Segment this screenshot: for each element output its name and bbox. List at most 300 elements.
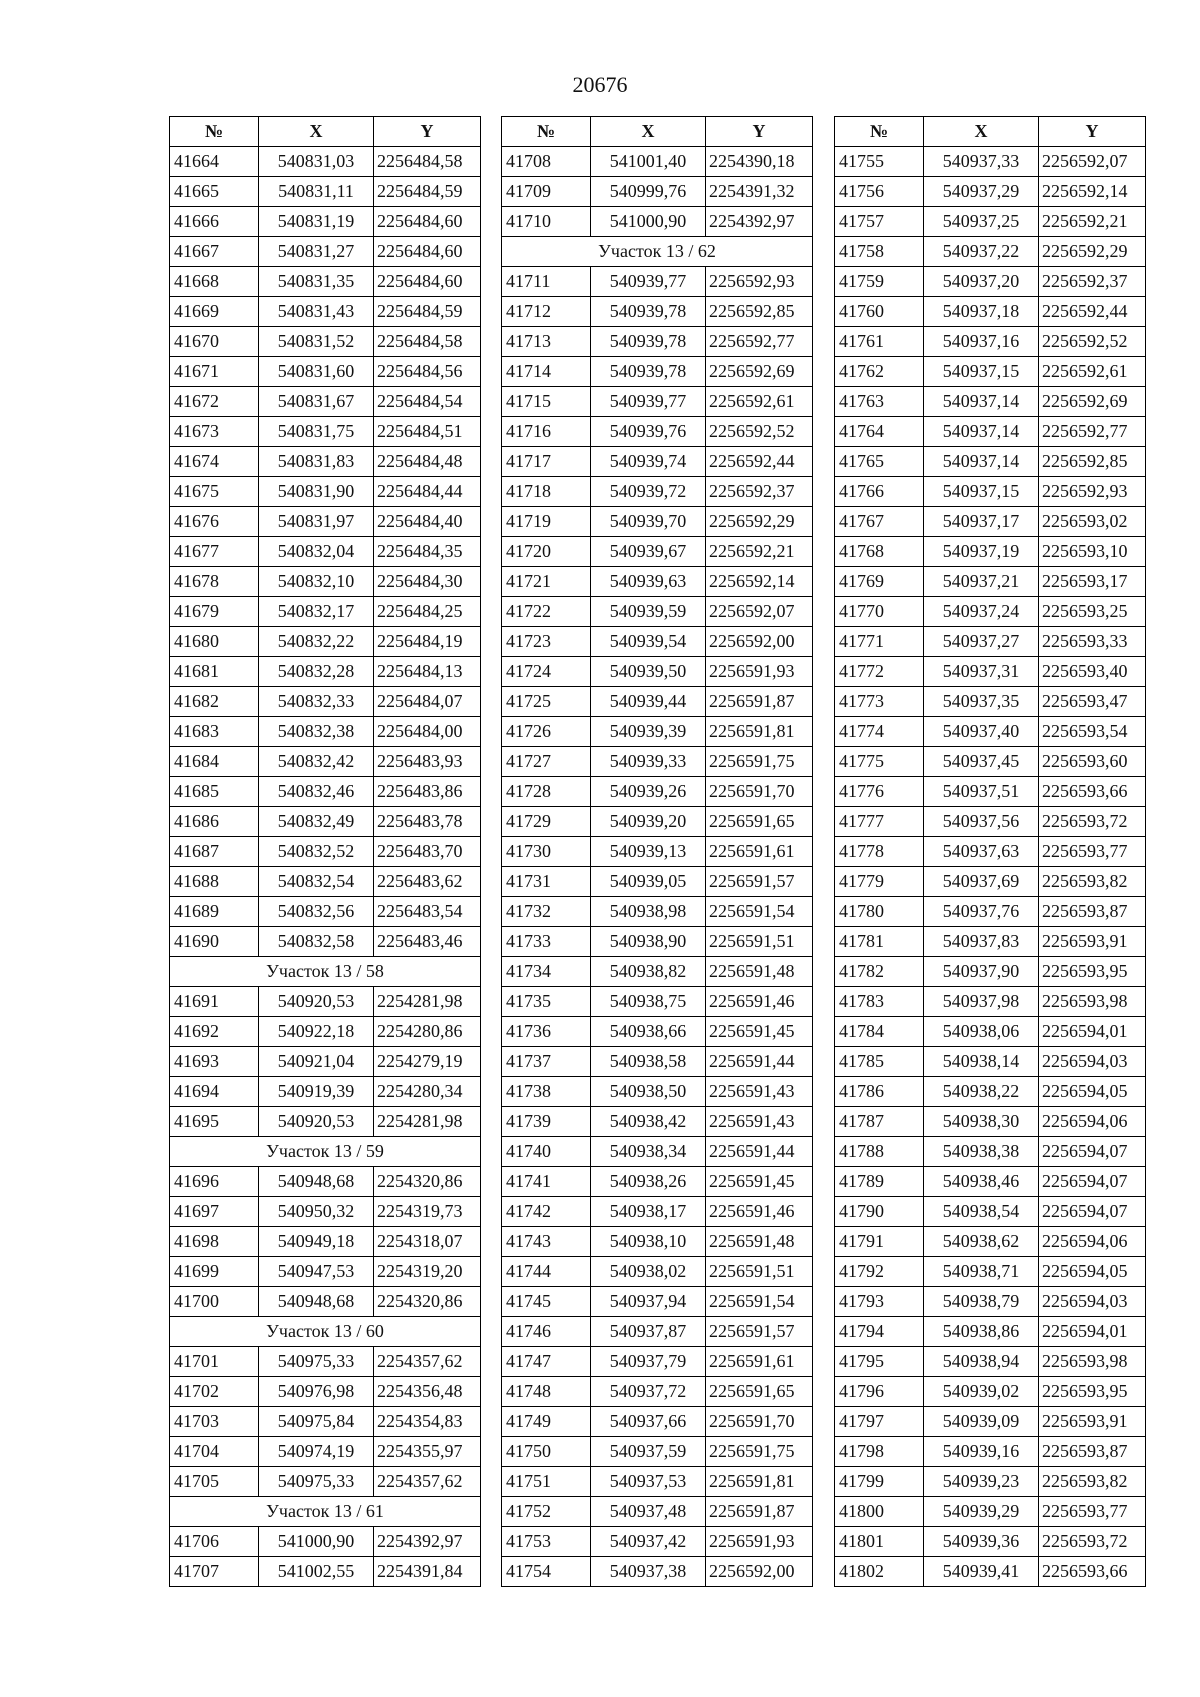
x-coordinate-cell: 540922,18	[259, 1017, 374, 1047]
point-number-cell: 41769	[835, 567, 924, 597]
table-row	[502, 207, 813, 237]
x-coordinate-cell: 540832,33	[259, 687, 374, 717]
point-number-cell: 41719	[502, 507, 591, 537]
point-number-cell: 41666	[170, 207, 259, 237]
point-number-cell: 41740	[502, 1137, 591, 1167]
x-coordinate-cell: 540937,45	[924, 747, 1039, 777]
y-coordinate-cell: 2256591,43	[706, 1077, 813, 1107]
x-coordinate-cell: 540939,72	[591, 477, 706, 507]
point-number-cell: 41752	[502, 1497, 591, 1527]
table-row	[170, 357, 481, 387]
table-row	[502, 447, 813, 477]
table-row	[502, 837, 813, 867]
y-coordinate-cell: 2256594,01	[1039, 1317, 1146, 1347]
x-coordinate-cell: 541002,55	[259, 1557, 374, 1587]
point-number-cell: 41713	[502, 327, 591, 357]
y-coordinate-cell: 2256591,51	[706, 927, 813, 957]
point-number-cell: 41757	[835, 207, 924, 237]
y-coordinate-cell: 2256591,81	[706, 1467, 813, 1497]
x-coordinate-cell: 540832,22	[259, 627, 374, 657]
y-coordinate-cell: 2256591,93	[706, 657, 813, 687]
point-number-cell: 41737	[502, 1047, 591, 1077]
point-number-cell: 41693	[170, 1047, 259, 1077]
coordinates-table-2	[501, 116, 813, 1587]
x-coordinate-cell: 540831,43	[259, 297, 374, 327]
x-coordinate-cell: 540832,58	[259, 927, 374, 957]
x-coordinate-cell: 540938,02	[591, 1257, 706, 1287]
x-coordinate-cell: 540832,42	[259, 747, 374, 777]
point-number-cell: 41669	[170, 297, 259, 327]
x-coordinate-cell: 540937,83	[924, 927, 1039, 957]
header-number: №	[502, 117, 591, 147]
y-coordinate-cell: 2254354,83	[374, 1407, 481, 1437]
x-coordinate-cell: 540937,56	[924, 807, 1039, 837]
point-number-cell: 41790	[835, 1197, 924, 1227]
table-row	[835, 147, 1146, 177]
point-number-cell: 41687	[170, 837, 259, 867]
table-row	[835, 1377, 1146, 1407]
x-coordinate-cell: 540938,94	[924, 1347, 1039, 1377]
section-header-row	[502, 237, 813, 267]
y-coordinate-cell: 2256591,61	[706, 1347, 813, 1377]
point-number-cell: 41773	[835, 687, 924, 717]
point-number-cell: 41706	[170, 1527, 259, 1557]
table-row	[835, 927, 1146, 957]
point-number-cell: 41795	[835, 1347, 924, 1377]
table-row	[170, 1077, 481, 1107]
table-row	[835, 447, 1146, 477]
y-coordinate-cell: 2256484,60	[374, 237, 481, 267]
y-coordinate-cell: 2256591,70	[706, 777, 813, 807]
y-coordinate-cell: 2256591,57	[706, 867, 813, 897]
table-row	[502, 807, 813, 837]
y-coordinate-cell: 2254355,97	[374, 1437, 481, 1467]
header-number: №	[170, 117, 259, 147]
table-row	[502, 1407, 813, 1437]
y-coordinate-cell: 2256593,54	[1039, 717, 1146, 747]
x-coordinate-cell: 540921,04	[259, 1047, 374, 1077]
section-title: Участок 13 / 58	[170, 957, 481, 987]
y-coordinate-cell: 2256591,54	[706, 897, 813, 927]
y-coordinate-cell: 2256484,51	[374, 417, 481, 447]
x-coordinate-cell: 540938,50	[591, 1077, 706, 1107]
x-coordinate-cell: 540939,36	[924, 1527, 1039, 1557]
y-coordinate-cell: 2256593,87	[1039, 1437, 1146, 1467]
y-coordinate-cell: 2254320,86	[374, 1287, 481, 1317]
point-number-cell: 41679	[170, 597, 259, 627]
point-number-cell: 41792	[835, 1257, 924, 1287]
x-coordinate-cell: 540937,51	[924, 777, 1039, 807]
x-coordinate-cell: 541001,40	[591, 147, 706, 177]
point-number-cell: 41728	[502, 777, 591, 807]
y-coordinate-cell: 2256593,91	[1039, 927, 1146, 957]
y-coordinate-cell: 2256483,54	[374, 897, 481, 927]
point-number-cell: 41742	[502, 1197, 591, 1227]
point-number-cell: 41751	[502, 1467, 591, 1497]
y-coordinate-cell: 2256592,93	[706, 267, 813, 297]
y-coordinate-cell: 2254281,98	[374, 1107, 481, 1137]
y-coordinate-cell: 2256594,03	[1039, 1047, 1146, 1077]
point-number-cell: 41671	[170, 357, 259, 387]
point-number-cell: 41681	[170, 657, 259, 687]
y-coordinate-cell: 2256592,37	[1039, 267, 1146, 297]
point-number-cell: 41691	[170, 987, 259, 1017]
point-number-cell: 41722	[502, 597, 591, 627]
x-coordinate-cell: 540937,31	[924, 657, 1039, 687]
point-number-cell: 41746	[502, 1317, 591, 1347]
table-row	[835, 1557, 1146, 1587]
x-coordinate-cell: 540831,75	[259, 417, 374, 447]
x-coordinate-cell: 540920,53	[259, 987, 374, 1017]
point-number-cell: 41774	[835, 717, 924, 747]
y-coordinate-cell: 2256591,51	[706, 1257, 813, 1287]
x-coordinate-cell: 540938,46	[924, 1167, 1039, 1197]
point-number-cell: 41767	[835, 507, 924, 537]
x-coordinate-cell: 540937,79	[591, 1347, 706, 1377]
y-coordinate-cell: 2256593,91	[1039, 1407, 1146, 1437]
x-coordinate-cell: 540939,16	[924, 1437, 1039, 1467]
table-row	[835, 1107, 1146, 1137]
y-coordinate-cell: 2256593,77	[1039, 1497, 1146, 1527]
table-row	[170, 717, 481, 747]
table-row	[835, 207, 1146, 237]
table-row	[502, 777, 813, 807]
x-coordinate-cell: 540831,52	[259, 327, 374, 357]
x-coordinate-cell: 540831,97	[259, 507, 374, 537]
y-coordinate-cell: 2256592,44	[706, 447, 813, 477]
y-coordinate-cell: 2256593,02	[1039, 507, 1146, 537]
x-coordinate-cell: 540938,14	[924, 1047, 1039, 1077]
table-row	[502, 627, 813, 657]
table-row	[835, 267, 1146, 297]
point-number-cell: 41676	[170, 507, 259, 537]
section-title: Участок 13 / 61	[170, 1497, 481, 1527]
table-row	[170, 207, 481, 237]
point-number-cell: 41698	[170, 1227, 259, 1257]
x-coordinate-cell: 540937,94	[591, 1287, 706, 1317]
table-row	[835, 687, 1146, 717]
table-row	[835, 1347, 1146, 1377]
point-number-cell: 41768	[835, 537, 924, 567]
x-coordinate-cell: 540975,33	[259, 1467, 374, 1497]
table-row	[835, 987, 1146, 1017]
point-number-cell: 41763	[835, 387, 924, 417]
y-coordinate-cell: 2256592,69	[1039, 387, 1146, 417]
x-coordinate-cell: 540832,17	[259, 597, 374, 627]
y-coordinate-cell: 2256593,60	[1039, 747, 1146, 777]
point-number-cell: 41736	[502, 1017, 591, 1047]
table-row	[835, 1167, 1146, 1197]
table-row	[170, 987, 481, 1017]
x-coordinate-cell: 540938,22	[924, 1077, 1039, 1107]
x-coordinate-cell: 540831,27	[259, 237, 374, 267]
point-number-cell: 41777	[835, 807, 924, 837]
x-coordinate-cell: 540937,20	[924, 267, 1039, 297]
point-number-cell: 41749	[502, 1407, 591, 1437]
y-coordinate-cell: 2254280,34	[374, 1077, 481, 1107]
point-number-cell: 41783	[835, 987, 924, 1017]
y-coordinate-cell: 2256594,01	[1039, 1017, 1146, 1047]
table-row	[170, 687, 481, 717]
point-number-cell: 41750	[502, 1437, 591, 1467]
point-number-cell: 41729	[502, 807, 591, 837]
point-number-cell: 41754	[502, 1557, 591, 1587]
x-coordinate-cell: 540939,67	[591, 537, 706, 567]
table-row	[502, 1257, 813, 1287]
y-coordinate-cell: 2256484,56	[374, 357, 481, 387]
table-row	[502, 1137, 813, 1167]
x-coordinate-cell: 540939,09	[924, 1407, 1039, 1437]
section-header-row	[170, 1137, 481, 1167]
y-coordinate-cell: 2256593,87	[1039, 897, 1146, 927]
table-row	[835, 627, 1146, 657]
x-coordinate-cell: 540939,63	[591, 567, 706, 597]
x-coordinate-cell: 540937,72	[591, 1377, 706, 1407]
section-title: Участок 13 / 62	[502, 237, 813, 267]
point-number-cell: 41726	[502, 717, 591, 747]
y-coordinate-cell: 2256484,59	[374, 177, 481, 207]
y-coordinate-cell: 2256594,07	[1039, 1167, 1146, 1197]
table-row	[170, 657, 481, 687]
y-coordinate-cell: 2254320,86	[374, 1167, 481, 1197]
x-coordinate-cell: 540831,03	[259, 147, 374, 177]
x-coordinate-cell: 540831,35	[259, 267, 374, 297]
x-coordinate-cell: 540939,05	[591, 867, 706, 897]
y-coordinate-cell: 2256592,77	[706, 327, 813, 357]
y-coordinate-cell: 2256484,19	[374, 627, 481, 657]
point-number-cell: 41690	[170, 927, 259, 957]
y-coordinate-cell: 2256483,70	[374, 837, 481, 867]
point-number-cell: 41725	[502, 687, 591, 717]
y-coordinate-cell: 2256592,52	[706, 417, 813, 447]
y-coordinate-cell: 2256592,21	[706, 537, 813, 567]
y-coordinate-cell: 2256484,30	[374, 567, 481, 597]
point-number-cell: 41716	[502, 417, 591, 447]
coordinates-table-3	[834, 116, 1146, 1587]
point-number-cell: 41762	[835, 357, 924, 387]
y-coordinate-cell: 2254391,84	[374, 1557, 481, 1587]
table-row	[170, 1527, 481, 1557]
table-row	[835, 1497, 1146, 1527]
table-row	[170, 1557, 481, 1587]
table-row	[502, 297, 813, 327]
point-number-cell: 41765	[835, 447, 924, 477]
table-row	[502, 147, 813, 177]
table-row	[502, 1017, 813, 1047]
point-number-cell: 41670	[170, 327, 259, 357]
table-row	[502, 1317, 813, 1347]
y-coordinate-cell: 2256593,72	[1039, 807, 1146, 837]
x-coordinate-cell: 540920,53	[259, 1107, 374, 1137]
table-row	[170, 927, 481, 957]
x-coordinate-cell: 540831,67	[259, 387, 374, 417]
point-number-cell: 41724	[502, 657, 591, 687]
x-coordinate-cell: 540832,56	[259, 897, 374, 927]
table-row	[502, 177, 813, 207]
y-coordinate-cell: 2256592,07	[706, 597, 813, 627]
point-number-cell: 41785	[835, 1047, 924, 1077]
x-coordinate-cell: 540939,41	[924, 1557, 1039, 1587]
point-number-cell: 41747	[502, 1347, 591, 1377]
table-row	[835, 1287, 1146, 1317]
y-coordinate-cell: 2254392,97	[374, 1527, 481, 1557]
point-number-cell: 41674	[170, 447, 259, 477]
x-coordinate-cell: 540831,19	[259, 207, 374, 237]
x-coordinate-cell: 540937,48	[591, 1497, 706, 1527]
point-number-cell: 41802	[835, 1557, 924, 1587]
table-row	[835, 327, 1146, 357]
y-coordinate-cell: 2254356,48	[374, 1377, 481, 1407]
y-coordinate-cell: 2256592,14	[706, 567, 813, 597]
y-coordinate-cell: 2256594,06	[1039, 1227, 1146, 1257]
point-number-cell: 41672	[170, 387, 259, 417]
x-coordinate-cell: 540999,76	[591, 177, 706, 207]
table-row	[835, 477, 1146, 507]
x-coordinate-cell: 540937,33	[924, 147, 1039, 177]
point-number-cell: 41682	[170, 687, 259, 717]
table-row	[170, 1437, 481, 1467]
table-row	[502, 1497, 813, 1527]
x-coordinate-cell: 540938,58	[591, 1047, 706, 1077]
point-number-cell: 41696	[170, 1167, 259, 1197]
table-row	[835, 807, 1146, 837]
y-coordinate-cell: 2256594,05	[1039, 1257, 1146, 1287]
point-number-cell: 41683	[170, 717, 259, 747]
y-coordinate-cell: 2256592,93	[1039, 477, 1146, 507]
x-coordinate-cell: 540832,49	[259, 807, 374, 837]
point-number-cell: 41743	[502, 1227, 591, 1257]
table-row	[835, 1317, 1146, 1347]
y-coordinate-cell: 2256593,98	[1039, 987, 1146, 1017]
point-number-cell: 41756	[835, 177, 924, 207]
x-coordinate-cell: 540832,10	[259, 567, 374, 597]
x-coordinate-cell: 540832,52	[259, 837, 374, 867]
table-row	[170, 417, 481, 447]
point-number-cell: 41781	[835, 927, 924, 957]
point-number-cell: 41707	[170, 1557, 259, 1587]
point-number-cell: 41778	[835, 837, 924, 867]
table-row	[502, 327, 813, 357]
y-coordinate-cell: 2256484,25	[374, 597, 481, 627]
point-number-cell: 41675	[170, 477, 259, 507]
table-header-row	[835, 117, 1146, 147]
point-number-cell: 41753	[502, 1527, 591, 1557]
y-coordinate-cell: 2256593,72	[1039, 1527, 1146, 1557]
y-coordinate-cell: 2256592,00	[706, 1557, 813, 1587]
page-number: 20676	[572, 72, 628, 97]
y-coordinate-cell: 2256594,03	[1039, 1287, 1146, 1317]
section-header-row	[170, 1317, 481, 1347]
x-coordinate-cell: 540949,18	[259, 1227, 374, 1257]
table-row	[835, 357, 1146, 387]
section-title: Участок 13 / 60	[170, 1317, 481, 1347]
x-coordinate-cell: 540938,30	[924, 1107, 1039, 1137]
y-coordinate-cell: 2256484,35	[374, 537, 481, 567]
section-header-row	[170, 957, 481, 987]
table-row	[502, 1107, 813, 1137]
table-row	[835, 1257, 1146, 1287]
y-coordinate-cell: 2256593,98	[1039, 1347, 1146, 1377]
point-number-cell: 41759	[835, 267, 924, 297]
point-number-cell: 41688	[170, 867, 259, 897]
x-coordinate-cell: 540937,98	[924, 987, 1039, 1017]
x-coordinate-cell: 540939,44	[591, 687, 706, 717]
y-coordinate-cell: 2254280,86	[374, 1017, 481, 1047]
x-coordinate-cell: 540937,59	[591, 1437, 706, 1467]
section-title: Участок 13 / 59	[170, 1137, 481, 1167]
point-number-cell: 41680	[170, 627, 259, 657]
y-coordinate-cell: 2254390,18	[706, 147, 813, 177]
point-number-cell: 41685	[170, 777, 259, 807]
x-coordinate-cell: 540831,11	[259, 177, 374, 207]
y-coordinate-cell: 2256591,57	[706, 1317, 813, 1347]
point-number-cell: 41665	[170, 177, 259, 207]
point-number-cell: 41715	[502, 387, 591, 417]
header-x: X	[924, 117, 1039, 147]
point-number-cell: 41701	[170, 1347, 259, 1377]
point-number-cell: 41667	[170, 237, 259, 267]
x-coordinate-cell: 540937,76	[924, 897, 1039, 927]
table-row	[502, 1557, 813, 1587]
y-coordinate-cell: 2256484,60	[374, 207, 481, 237]
x-coordinate-cell: 540976,98	[259, 1377, 374, 1407]
y-coordinate-cell: 2256593,40	[1039, 657, 1146, 687]
x-coordinate-cell: 540939,29	[924, 1497, 1039, 1527]
point-number-cell: 41786	[835, 1077, 924, 1107]
y-coordinate-cell: 2256591,65	[706, 807, 813, 837]
table-row	[835, 1227, 1146, 1257]
table-row	[502, 867, 813, 897]
point-number-cell: 41780	[835, 897, 924, 927]
x-coordinate-cell: 540939,76	[591, 417, 706, 447]
point-number-cell: 41796	[835, 1377, 924, 1407]
table-row	[170, 1257, 481, 1287]
table-row	[502, 1287, 813, 1317]
y-coordinate-cell: 2256592,37	[706, 477, 813, 507]
y-coordinate-cell: 2254357,62	[374, 1347, 481, 1377]
table-row	[502, 567, 813, 597]
x-coordinate-cell: 540937,14	[924, 447, 1039, 477]
point-number-cell: 41723	[502, 627, 591, 657]
table-row	[502, 1377, 813, 1407]
table-header-row	[170, 117, 481, 147]
y-coordinate-cell: 2256484,59	[374, 297, 481, 327]
x-coordinate-cell: 540938,17	[591, 1197, 706, 1227]
table-row	[502, 1527, 813, 1557]
table-header-row	[502, 117, 813, 147]
point-number-cell: 41709	[502, 177, 591, 207]
table-row	[170, 447, 481, 477]
point-number-cell: 41744	[502, 1257, 591, 1287]
table-row	[170, 1047, 481, 1077]
x-coordinate-cell: 540937,21	[924, 567, 1039, 597]
x-coordinate-cell: 540937,63	[924, 837, 1039, 867]
y-coordinate-cell: 2256593,17	[1039, 567, 1146, 597]
y-coordinate-cell: 2256592,14	[1039, 177, 1146, 207]
point-number-cell: 41758	[835, 237, 924, 267]
point-number-cell: 41699	[170, 1257, 259, 1287]
x-coordinate-cell: 540975,33	[259, 1347, 374, 1377]
y-coordinate-cell: 2256591,44	[706, 1137, 813, 1167]
y-coordinate-cell: 2256591,46	[706, 987, 813, 1017]
point-number-cell: 41678	[170, 567, 259, 597]
x-coordinate-cell: 540937,18	[924, 297, 1039, 327]
table-row	[170, 1197, 481, 1227]
table-row	[835, 1077, 1146, 1107]
table-row	[502, 597, 813, 627]
y-coordinate-cell: 2256591,61	[706, 837, 813, 867]
y-coordinate-cell: 2256594,07	[1039, 1197, 1146, 1227]
